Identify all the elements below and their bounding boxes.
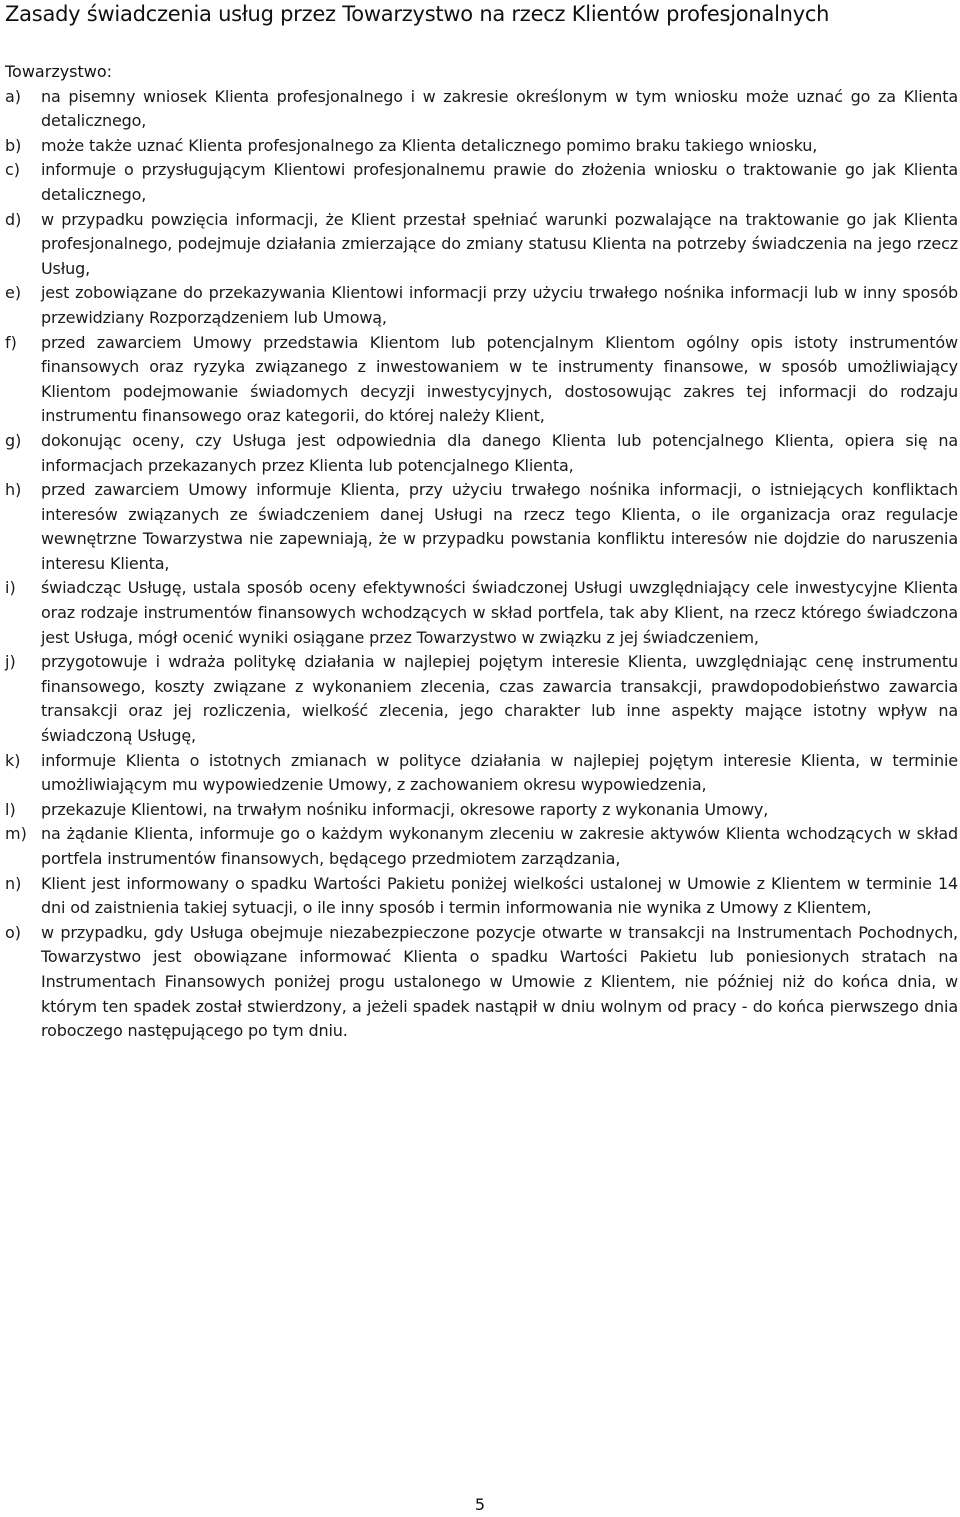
list-item [5,208,958,282]
list-item-marker: b) [5,135,22,155]
list-item [5,872,958,921]
list-item-marker: c) [5,160,21,180]
list-item [5,921,958,1044]
list-item-marker: a) [5,86,22,106]
list-item-text: może także uznać Klienta profesjonalnego za Klienta detalicznego pomimo braku takiego wniosku, [41,135,818,155]
list-item [5,478,958,576]
list-item [5,429,958,478]
list-item-text: na żądanie Klienta, informuje go o każdym wykonanym zleceniu w zakresie aktywów Klienta wchodzących w skład portfela instrumentów finansowych, będącego przedmiotem zarządzania, [41,824,958,868]
page-number: 5 [474,1495,486,1514]
list-item-text: informuje Klienta o istotnych zmianach w polityce działania w najlepiej pojętym interesie Klienta, w terminie umożliwiającym mu wypowiedzenie Umowy, z zachowaniem okresu wypowiedzenia, [41,750,958,795]
list-item [5,822,958,871]
list-item-text: w przypadku powzięcia informacji, że Klient przestał spełniać warunki pozwalające na traktowanie go jak Klienta profesjonalnego, podejmuje działania zmierzające do zmiany statusu Klienta na potrzeby świadczenia na jego rzecz Usług, [41,209,958,278]
list-item-text: Klient jest informowany o spadku Wartości Pakietu poniżej wielkości ustalonej w Umowie z Klientem w terminie 14 dni od zaistnienia takiej sytuacji, o ile inny sposób i termin informowania nie wynika z Umowy z Klientem, [41,873,958,918]
list-item-marker: d) [5,209,22,229]
list-item-marker: h) [5,480,22,500]
list-item-marker: j) [5,652,16,672]
list-item-text: przed zawarciem Umowy informuje Klienta, przy użyciu trwałego nośnika informacji, o istniejących konfliktach interesów związanych ze świadczeniem danej Usługi na rzecz tego Klienta, o ile organizacja oraz regulacje wewnętrzne Towarzystwa nie zapewniają, że w przypadku powstania konfliktu interesów nie dojdzie do naruszenia interesu Klienta, [41,480,958,573]
list-item-text: przygotowuje i wdraża politykę działania w najlepiej pojętym interesie Klienta, uwzględniając cenę instrumentu finansowego, koszty związane z wykonaniem zlecenia, czas zawarcia transakcji, prawdopodobieństwo zawarcia transakcji oraz jej rozliczenia, wielkość zlecenia, jego charakter lub inne aspekty mające istotny wpływ na świadczoną Usługę, [41,652,958,746]
list-item-text: informuje o przysługującym Klientowi profesjonalnemu prawie do złożenia wniosku o traktowanie go jak Klienta detalicznego, [41,160,958,204]
list-item-text: dokonując oceny, czy Usługa jest odpowiednia dla danego Klienta lub potencjalnego Klienta, opiera się na informacjach przekazanych przez Klienta lub potencjalnego Klienta, [41,430,958,475]
document-title: Zasady świadczenia usług przez Towarzystwo na rzecz Klientów profesjonalnych [5,2,830,26]
list-item-text: w przypadku, gdy Usługa obejmuje niezabezpieczone pozycje otwarte w transakcji na Instrumentach Pochodnych, Towarzystwo jest obowiązane informować Klienta o spadku Wartości Pakietu lub poniesionych stratach na Instrumentach Finansowych poniżej progu ustalonego w Umowie z Klientem, nie później niż do końca dnia, w którym ten spadek został stwierdzony, a jeżeli spadek nastąpił w dniu wolnym od pracy - do końca pierwszego dnia roboczego następującego po tym dniu. [41,922,958,1041]
list-item [5,576,958,650]
list-item-text: świadcząc Usługę, ustala sposób oceny efektywności świadczonej Usługi uwzględniający cele inwestycyjne Klienta oraz rodzaje instrumentów finansowych wchodzących w skład portfela, tak aby Klient, na rzecz którego świadczona jest Usługa, mógł ocenić wyniki osiągane przez Towarzystwo w związku z jej świadczeniem, [41,578,958,647]
list-item [5,134,958,159]
list-item [5,650,958,748]
list-item-marker: k) [5,750,21,770]
list-item-text: przekazuje Klientowi, na trwałym nośniku informacji, okresowe raporty z wykonania Umowy, [41,799,769,819]
list-item-marker: l) [5,799,16,819]
list-item-marker: e) [5,283,22,303]
list-item [5,158,958,207]
list-item [5,749,958,798]
obligations-list [5,85,958,1044]
list-item [5,85,958,134]
list-item-marker: i) [5,578,16,598]
list-item-marker: f) [5,332,17,352]
list-item-marker: o) [5,922,22,942]
list-item-marker: m) [5,824,27,844]
list-item-marker: n) [5,873,22,893]
list-lead: Towarzystwo: [5,62,113,81]
list-item-text: jest zobowiązane do przekazywania Klientowi informacji przy użyciu trwałego nośnika informacji lub w inny sposób przewidziany Rozporządzeniem lub Umową, [41,283,958,327]
list-item-marker: g) [5,430,22,450]
list-item [5,281,958,330]
list-item [5,798,958,823]
list-item [5,331,958,429]
list-item-text: przed zawarciem Umowy przedstawia Klientom lub potencjalnym Klientom ogólny opis istoty instrumentów finansowych oraz ryzyka związanego z inwestowaniem w te instrumenty finansowe, w sposób umożliwiający Klientom podejmowanie świadomych decyzji inwestycyjnych, dostosowując zakres tej informacji do rodzaju instrumentu finansowego oraz kategorii, do której należy Klient, [41,332,958,426]
list-item-text: na pisemny wniosek Klienta profesjonalnego i w zakresie określonym w tym wniosku może uznać go za Klienta detalicznego, [41,86,958,131]
